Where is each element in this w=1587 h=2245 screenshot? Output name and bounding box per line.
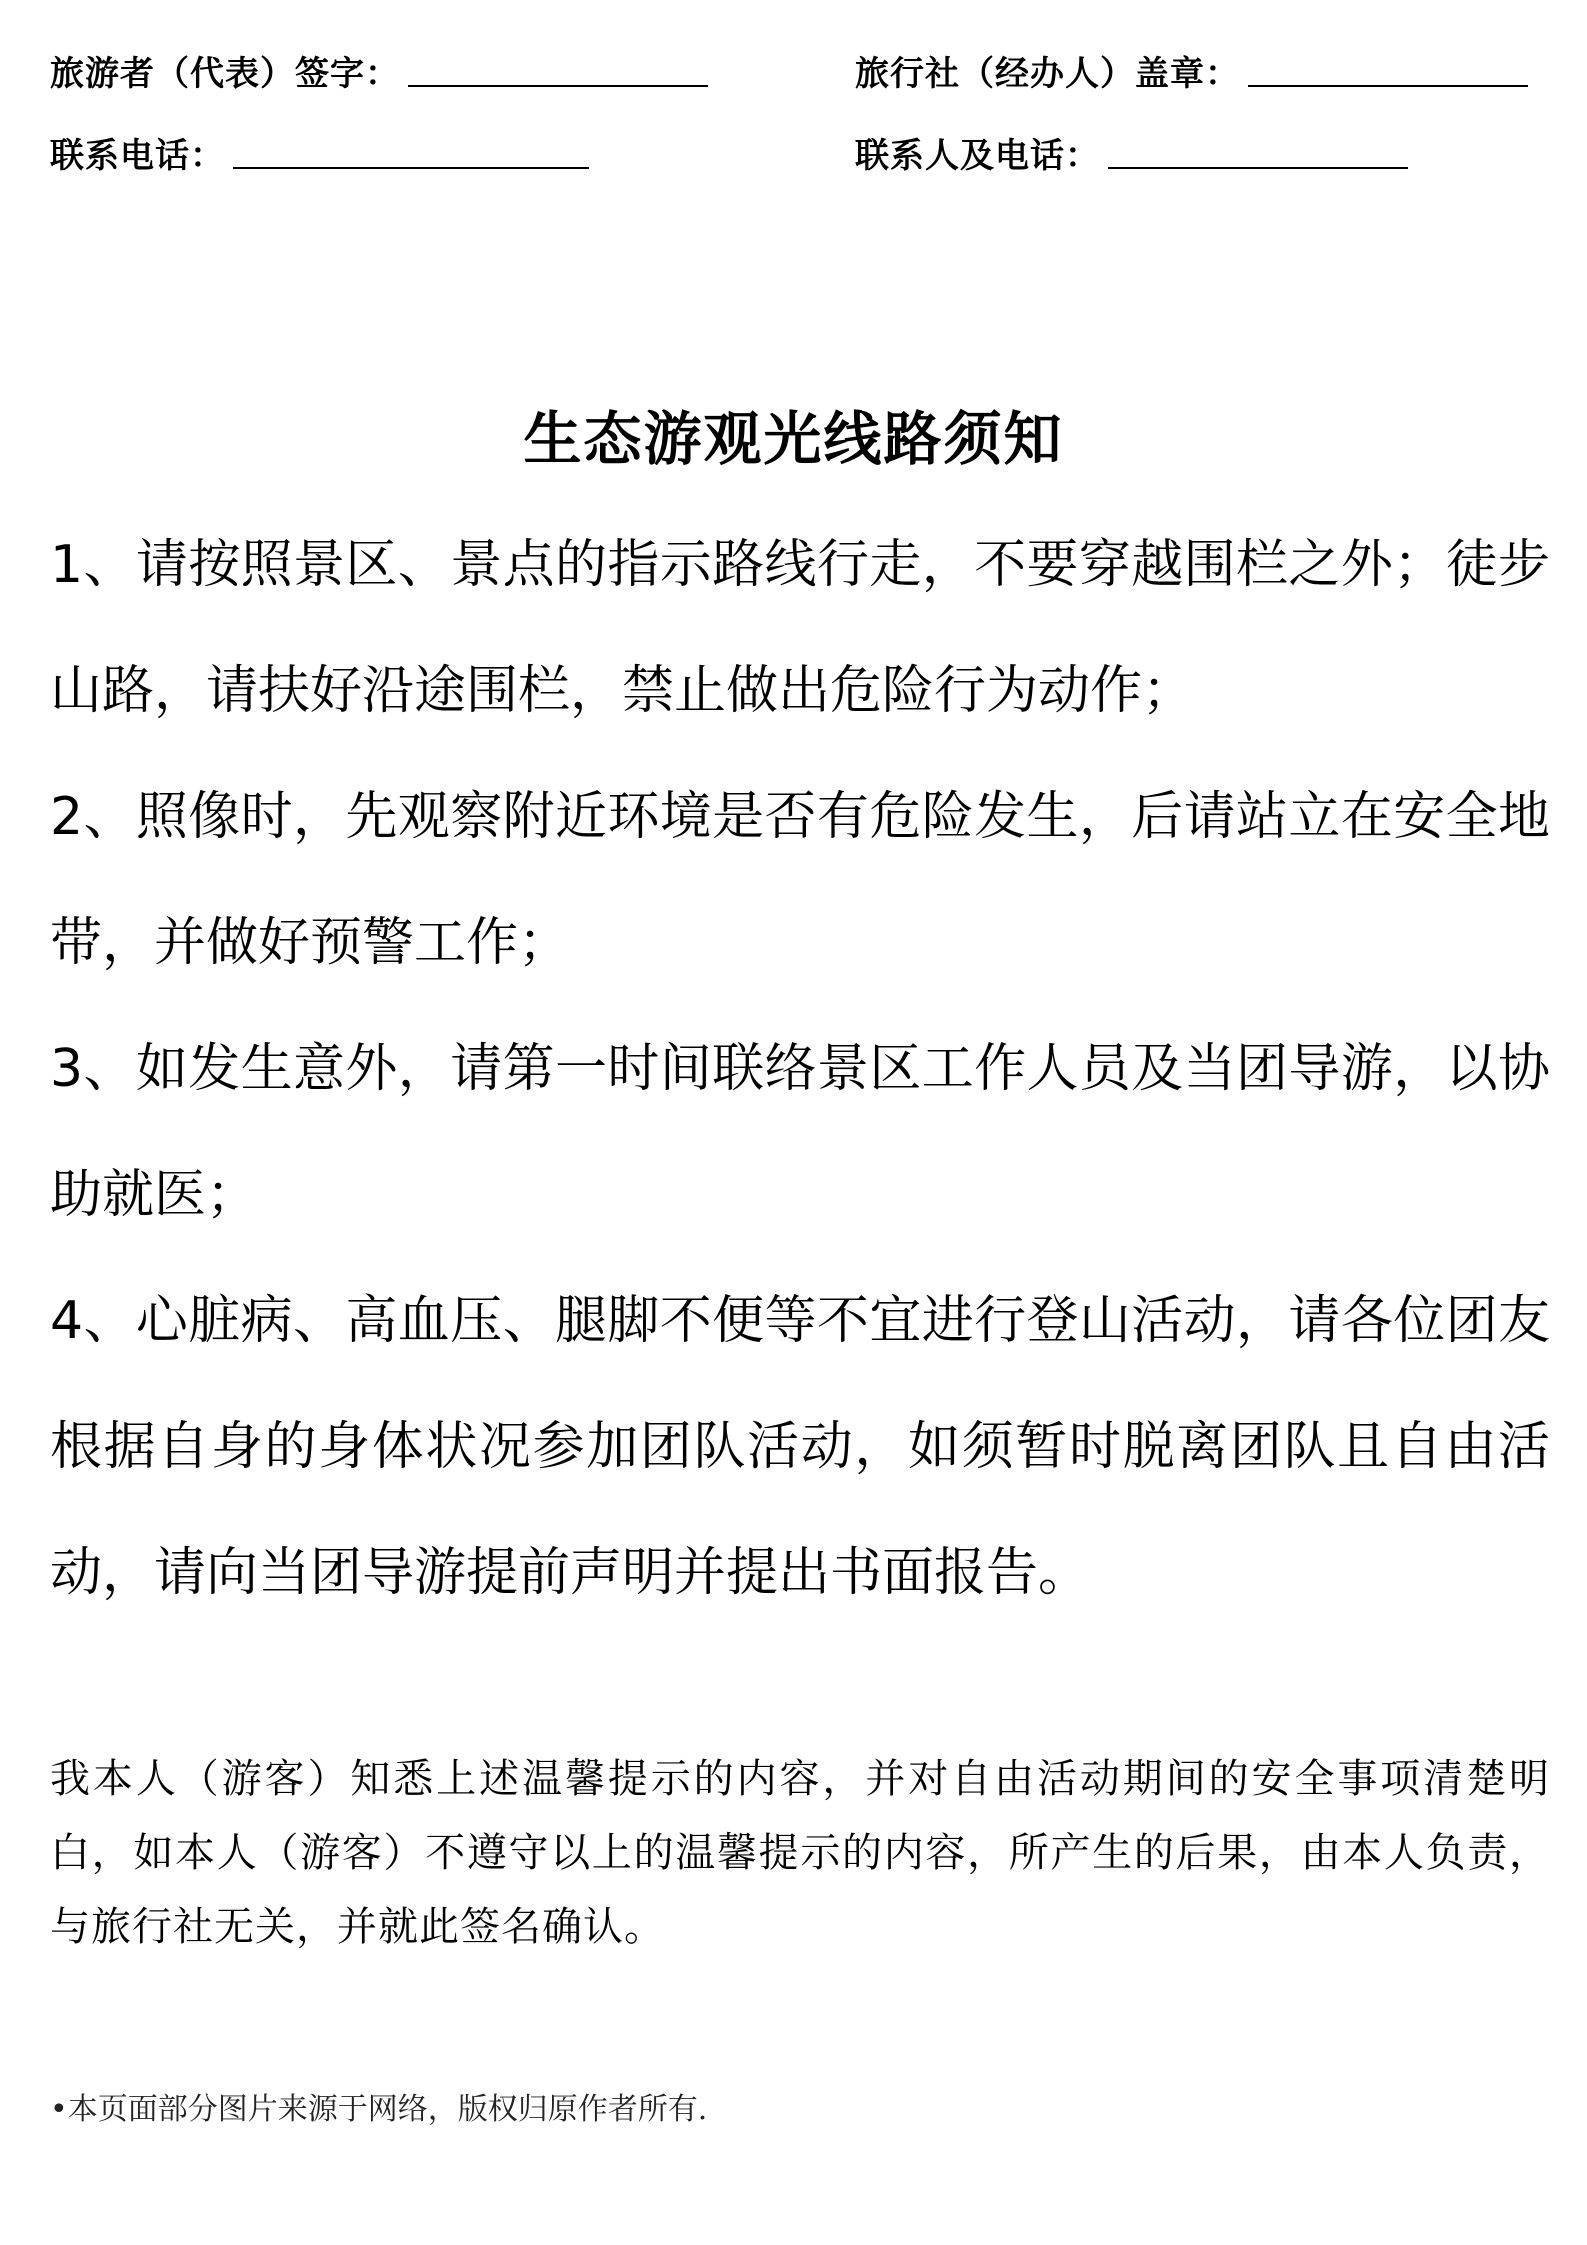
tourist-signature-field[interactable] <box>50 40 708 100</box>
contact-line[interactable] <box>1108 167 1408 169</box>
rule-item: 1、请按照景区、景点的指示路线行走，不要穿越围栏之外；徒步山路，请扶好沿途围栏，禁止做出危险行为动作； <box>50 535 1550 721</box>
phone-label: 联系电话： <box>50 135 225 176</box>
phone-line[interactable] <box>233 167 589 169</box>
rule-item: 3、如发生意外，请第一时间联络景区工作人员及当团导游，以协助就医； <box>50 1039 1550 1225</box>
signature-row-top <box>0 40 1587 100</box>
copyright-footnote: •本页面部分图片来源于网络，版权归原作者所有. <box>50 2092 708 2127</box>
page-title: 生态游观光线路须知 <box>523 405 1064 473</box>
agency-stamp-line[interactable] <box>1248 85 1528 87</box>
declaration-text: 我本人（游客）知悉上述温馨提示的内容，并对自由活动期间的安全事项清楚明白，如本人（游客）不遵守以上的温馨提示的内容，所产生的后果，由本人负责，与旅行社无关，并就此签名确认。 <box>50 1756 1550 1950</box>
contact-label: 联系人及电话： <box>855 135 1100 176</box>
agency-stamp-label: 旅行社（经办人）盖章： <box>855 53 1240 94</box>
contact-field[interactable] <box>855 122 1408 182</box>
rule-item: 4、心脏病、高血压、腿脚不便等不宜进行登山活动，请各位团友根据自身的身体状况参加团队活动，如须暂时脱离团队且自由活动，请向当团导游提前声明并提出书面报告。 <box>50 1291 1550 1603</box>
phone-field[interactable] <box>50 122 589 182</box>
rules-list <box>50 502 1550 1636</box>
signature-row-bottom <box>0 122 1587 182</box>
tourist-signature-line[interactable] <box>408 85 708 87</box>
tourist-signature-label: 旅游者（代表）签字： <box>50 53 400 94</box>
rule-item: 2、照像时，先观察附近环境是否有危险发生，后请站立在安全地带，并做好预警工作； <box>50 787 1550 973</box>
agency-stamp-field[interactable] <box>855 40 1528 100</box>
